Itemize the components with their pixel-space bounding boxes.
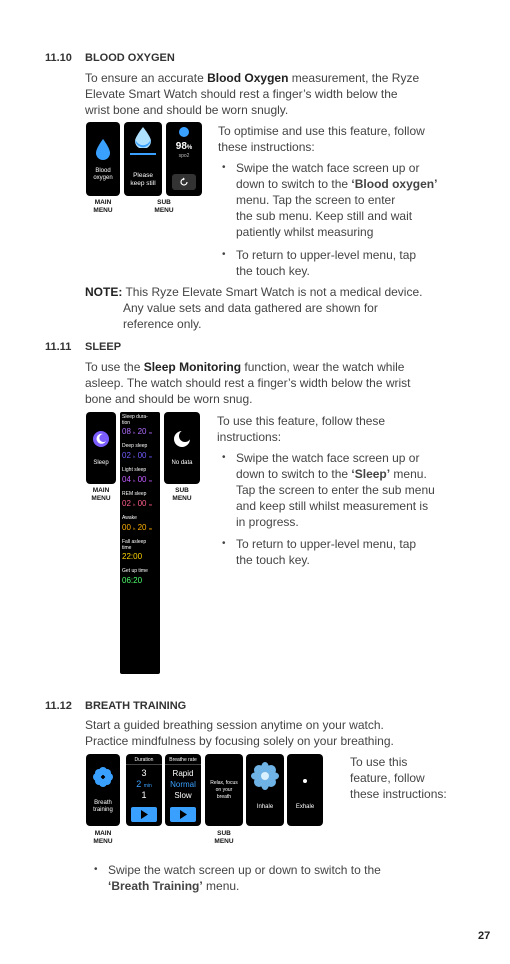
sleep-bullet-2: • To return to upper-level menu, tap the touch key.	[222, 537, 417, 567]
watch-screen-sleep-no-data	[164, 412, 200, 484]
main-menu-label: MAIN MENU	[93, 830, 113, 845]
keep-still-text: keep still	[130, 180, 156, 187]
main-menu-label: MAIN MENU	[93, 199, 113, 214]
water-drop-icon	[132, 126, 154, 148]
flower-icon	[92, 766, 114, 788]
watch-label-breath-training: Breath training	[93, 800, 113, 813]
inhale-text: Inhale	[256, 804, 274, 810]
section-number-11-11: 11.11	[45, 341, 72, 353]
sleep-stage-value: 02 h 00 m	[122, 451, 153, 460]
rate-option-selected: Normal	[170, 780, 196, 789]
moon-icon	[92, 430, 110, 448]
sleep-intro: To use the Sleep Monitoring function, wear the watch while asleep. The watch should rest a finger’s width below the wrist bone and should be worn snug.	[85, 360, 411, 406]
divider	[165, 764, 201, 765]
water-drop-icon	[94, 138, 112, 162]
sleep-stage-label: Fall asleep time	[122, 539, 147, 551]
sleep-stage-label: Get up time	[122, 568, 148, 574]
sub-menu-label: SUB MENU	[214, 830, 234, 845]
blood-oxygen-bullet-2: • To return to upper-level menu, tap the touch key.	[222, 248, 417, 278]
spo2-value: 98%	[175, 141, 193, 152]
breath-flower-icon	[251, 762, 279, 790]
rate-header: Breathe rate	[169, 757, 197, 763]
intro-line: To ensure an accurate Blood Oxygen measurement, the Ryze	[85, 71, 420, 85]
blood-oxygen-bullet-1: • Swipe the watch face screen up or down to switch to the ‘Blood oxygen’ menu. Tap the screen to enter the sub menu. Keep still and wait patiently whilst measuring	[222, 161, 438, 239]
sleep-stage-value: 22:00	[122, 552, 143, 561]
sub-menu-label: SUB MENU	[172, 487, 192, 502]
sleep-stage-value: 04 h 00 m	[122, 475, 153, 484]
duration-option: 3	[141, 768, 147, 778]
start-button	[131, 807, 157, 822]
watch-label-blood-oxygen: Blood oxygen	[93, 168, 113, 181]
blood-oxygen-intro	[85, 70, 465, 118]
sleep-stage-value: 08 h 20 m	[122, 427, 153, 436]
relax-text: Relax, focus on your breath	[210, 780, 238, 800]
watch-screen-sleep-main	[86, 412, 116, 484]
sleep-stage-value: 02 h 00 m	[122, 499, 153, 508]
breath-bullet-1: • Swipe the watch screen up or down to switch to the ‘Breath Training’ menu.	[94, 863, 381, 893]
watch-screen-blood-oxygen-main	[86, 122, 120, 196]
sleep-stage-label: Light sleep	[122, 467, 147, 473]
sleep-stage-label: Sleep dura- tion	[122, 414, 148, 426]
breath-follow-text: To use this feature, follow these instructions:	[350, 755, 447, 801]
refresh-icon	[179, 177, 189, 187]
sleep-stage-value: 00 h 20 m	[122, 523, 153, 532]
breath-dot-icon	[303, 779, 307, 783]
watch-screen-sleep-details	[120, 412, 160, 674]
refresh-button	[172, 174, 196, 190]
watch-screen-relax	[205, 754, 243, 826]
duration-option: 1	[141, 790, 147, 800]
breath-training-intro: Start a guided breathing session anytime on your watch. Practice mindfulness by focusing solely on your breathing.	[85, 718, 394, 748]
exhale-text: Exhale	[295, 804, 315, 810]
please-text: Please	[133, 172, 153, 179]
watch-screen-blood-oxygen-result	[166, 122, 202, 196]
note-label: NOTE:	[85, 285, 123, 299]
play-icon	[140, 810, 149, 819]
sleep-stage-label: Awake	[122, 515, 137, 521]
start-button	[170, 807, 196, 822]
sleep-bullet-1: • Swipe the watch face screen up or down to switch to the ‘Sleep’ menu. Tap the screen to enter the sub menu and keep still whilst measurement is in progress.	[222, 451, 435, 529]
intro-line: wrist bone and should be worn snugly.	[85, 103, 289, 117]
page-number: 27	[478, 930, 491, 942]
intro-line: Elevate Smart Watch should rest a finger’s width below the	[85, 87, 398, 101]
watch-label-sleep: Sleep	[93, 460, 109, 466]
sleep-follow-text: To use this feature, follow these instructions:	[217, 414, 386, 444]
moon-icon	[173, 430, 191, 448]
section-title-breath-training: BREATH TRAINING	[85, 700, 187, 712]
sleep-stage-value: 06:20	[122, 576, 143, 585]
watch-screen-rate-picker	[165, 754, 201, 826]
main-menu-label: MAIN MENU	[91, 487, 111, 502]
section-title-sleep: SLEEP	[85, 341, 122, 353]
watch-screen-exhale	[287, 754, 323, 826]
section-number-11-12: 11.12	[45, 700, 72, 712]
sub-menu-label: SUB MENU	[154, 199, 174, 214]
watch-screen-blood-oxygen-measuring	[124, 122, 162, 196]
o2-icon	[178, 126, 190, 138]
spo2-caption: spo2	[178, 153, 190, 159]
rate-option: Slow	[174, 791, 192, 800]
watch-screen-duration-picker	[126, 754, 162, 826]
play-icon	[179, 810, 188, 819]
watch-screen-breath-main	[86, 754, 120, 826]
blood-oxygen-follow-text: To optimise and use this feature, follow these instructions:	[218, 124, 425, 154]
progress-bar	[130, 153, 156, 155]
sleep-stage-label: Deep sleep	[122, 443, 148, 449]
no-data-text: No data	[171, 460, 193, 466]
medical-device-note: NOTE: This Ryze Elevate Smart Watch is not a medical device. Any value sets and data gathered are shown for reference only.	[85, 285, 423, 331]
rate-option: Rapid	[172, 769, 194, 778]
duration-header: Duration	[134, 757, 154, 763]
watch-screen-inhale	[246, 754, 284, 826]
duration-option-selected: 2 min	[136, 779, 152, 789]
section-title-blood-oxygen: BLOOD OXYGEN	[85, 52, 175, 64]
section-number-11-10: 11.10	[45, 52, 72, 64]
sleep-stage-label: REM sleep	[122, 491, 147, 497]
divider	[126, 764, 162, 765]
